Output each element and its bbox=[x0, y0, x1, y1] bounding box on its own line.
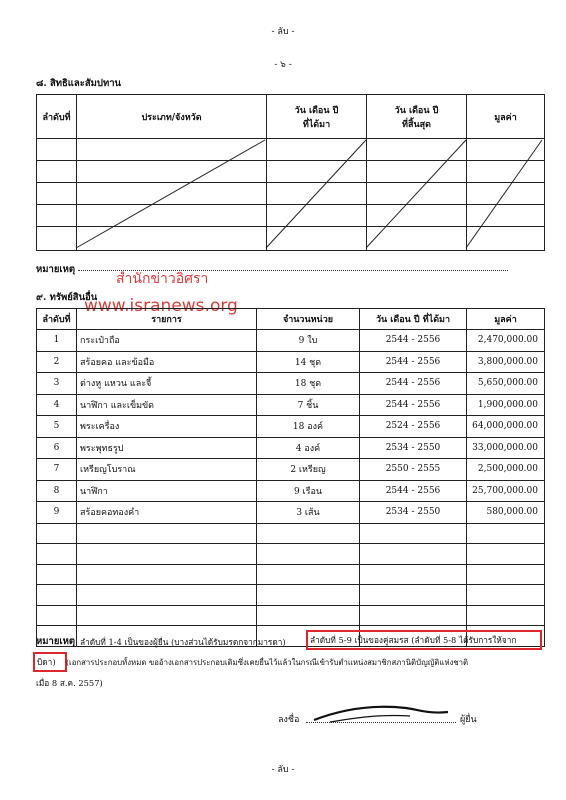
cell-units: 2 เหรียญ bbox=[257, 459, 360, 481]
table-row bbox=[37, 480, 545, 502]
empty-row bbox=[37, 564, 545, 585]
cell-order: 9 bbox=[37, 502, 77, 524]
cell-item: ต่างหู แหวน และจี้ bbox=[77, 373, 257, 395]
table-row bbox=[37, 416, 545, 438]
section-8-note-label: หมายเหตุ bbox=[36, 264, 76, 275]
signature-role: ผู้ยื่น bbox=[460, 715, 477, 725]
col-value: มูลค่า bbox=[467, 309, 545, 330]
classification-header: - ลับ - bbox=[271, 27, 295, 37]
cell-value: 33,000,000.00 bbox=[467, 437, 545, 459]
empty-row bbox=[37, 544, 545, 565]
col-date-ended: วัน เดือน ปี ที่สิ้นสุด bbox=[367, 95, 467, 139]
cell-units: 14 ชุด bbox=[257, 351, 360, 373]
cell-item: กระเป๋าถือ bbox=[77, 330, 257, 352]
cell-date: 2544 - 2556 bbox=[360, 394, 467, 416]
cell-units: 9 เรือน bbox=[257, 480, 360, 502]
cell-date: 2524 - 2556 bbox=[360, 416, 467, 438]
cell-item: พระเครื่อง bbox=[77, 416, 257, 438]
cell-date: 2544 - 2556 bbox=[360, 330, 467, 352]
cell-units: 4 องค์ bbox=[257, 437, 360, 459]
cell-item: พระพุทธรูป bbox=[77, 437, 257, 459]
empty-row bbox=[37, 523, 545, 544]
cell-units: 18 ชุด bbox=[257, 373, 360, 395]
col-order: ลำดับที่ bbox=[37, 309, 77, 330]
col-date-acquired: วัน เดือน ปี ที่ได้มา bbox=[360, 309, 467, 330]
crossout-line-date-ended bbox=[366, 140, 466, 248]
watermark-url: www.isranews.org bbox=[84, 296, 238, 316]
cell-order: 4 bbox=[37, 394, 77, 416]
crossout-line-date-acquired bbox=[266, 140, 366, 248]
cell-units: 9 ใบ bbox=[257, 330, 360, 352]
empty-row bbox=[37, 585, 545, 606]
cell-value: 2,500,000.00 bbox=[467, 459, 545, 481]
table-row bbox=[37, 330, 545, 352]
cell-order: 2 bbox=[37, 351, 77, 373]
table-row bbox=[37, 373, 545, 395]
col-order: ลำดับที่ bbox=[37, 95, 77, 139]
cell-units: 7 ชิ้น bbox=[257, 394, 360, 416]
col-type-province: ประเภท/จังหวัด bbox=[77, 95, 267, 139]
watermark-title: สำนักข่าวอิศรา bbox=[116, 271, 209, 287]
page-number: - ๖ - bbox=[274, 60, 292, 70]
cell-date: 2550 - 2555 bbox=[360, 459, 467, 481]
footnote-highlight-box-2 bbox=[33, 652, 67, 672]
cell-value: 580,000.00 bbox=[467, 502, 545, 524]
cell-units: 18 องค์ bbox=[257, 416, 360, 438]
col-value: มูลค่า bbox=[467, 95, 545, 139]
cell-value: 3,800,000.00 bbox=[467, 351, 545, 373]
cell-item: เหรียญโบราณ bbox=[77, 459, 257, 481]
cell-order: 5 bbox=[37, 416, 77, 438]
cell-item: นาฬิกา และเข็มขัด bbox=[77, 394, 257, 416]
footnote-highlight-box-1 bbox=[306, 630, 542, 650]
cell-value: 5,650,000.00 bbox=[467, 373, 545, 395]
crossout-line-type bbox=[76, 140, 265, 248]
cell-date: 2544 - 2556 bbox=[360, 373, 467, 395]
cell-order: 8 bbox=[37, 480, 77, 502]
footnote-boxed2: บิดา) bbox=[37, 657, 56, 667]
col-date-acquired: วัน เดือน ปี ที่ได้มา bbox=[267, 95, 367, 139]
table-row bbox=[37, 459, 545, 481]
section-9-title: ๙. ทรัพย์สินอื่น bbox=[36, 292, 98, 303]
cell-order: 7 bbox=[37, 459, 77, 481]
crossout-line-value bbox=[466, 140, 542, 248]
cell-order: 1 bbox=[37, 330, 77, 352]
footnote-label: หมายเหตุ bbox=[36, 636, 76, 647]
signature-label: ลงชื่อ bbox=[278, 715, 300, 725]
other-assets-table bbox=[36, 308, 545, 647]
cell-value: 25,700,000.00 bbox=[467, 480, 545, 502]
table-row bbox=[37, 394, 545, 416]
empty-row bbox=[37, 605, 545, 626]
table-row bbox=[37, 502, 545, 524]
cell-order: 3 bbox=[37, 373, 77, 395]
footnote-part3: เมื่อ 8 ส.ค. 2557) bbox=[36, 678, 103, 688]
footnote-part1: ลำดับที่ 1-4 เป็นของผู้ยื่น (บางส่วนได้รับมรดกจากมารดา) bbox=[80, 637, 286, 647]
footnote-part2: (เอกสารประกอบทั้งหมด ขออ้างเอกสารประกอบเดิมซึ่งเคยยื่นไว้แล้วในกรณีเข้ารับตำแหน่งสมาชิกสภานิติบัญญัติแห่งชาติ bbox=[66, 658, 469, 667]
cell-value: 2,470,000.00 bbox=[467, 330, 545, 352]
table-row bbox=[37, 351, 545, 373]
col-item: รายการ bbox=[77, 309, 257, 330]
section-8-title: ๘. สิทธิและสัมปทาน bbox=[36, 78, 122, 89]
classification-footer: - ลับ - bbox=[271, 765, 295, 775]
col-units: จำนวนหน่วย bbox=[257, 309, 360, 330]
cell-date: 2544 - 2556 bbox=[360, 351, 467, 373]
cell-value: 64,000,000.00 bbox=[467, 416, 545, 438]
cell-item: สร้อยคอทองคำ bbox=[77, 502, 257, 524]
cell-item: นาฬิกา bbox=[77, 480, 257, 502]
cell-units: 3 เส้น bbox=[257, 502, 360, 524]
cell-order: 6 bbox=[37, 437, 77, 459]
cell-item: สร้อยคอ และข้อมือ bbox=[77, 351, 257, 373]
cell-date: 2534 - 2550 bbox=[360, 502, 467, 524]
cell-value: 1,900,000.00 bbox=[467, 394, 545, 416]
cell-date: 2544 - 2556 bbox=[360, 480, 467, 502]
cell-date: 2534 - 2550 bbox=[360, 437, 467, 459]
table-row bbox=[37, 437, 545, 459]
footnote-boxed1: ลำดับที่ 5-9 เป็นของคู่สมรส (ลำดับที่ 5-8 ได้รับการให้จาก bbox=[310, 635, 517, 645]
handwritten-signature bbox=[310, 700, 455, 730]
